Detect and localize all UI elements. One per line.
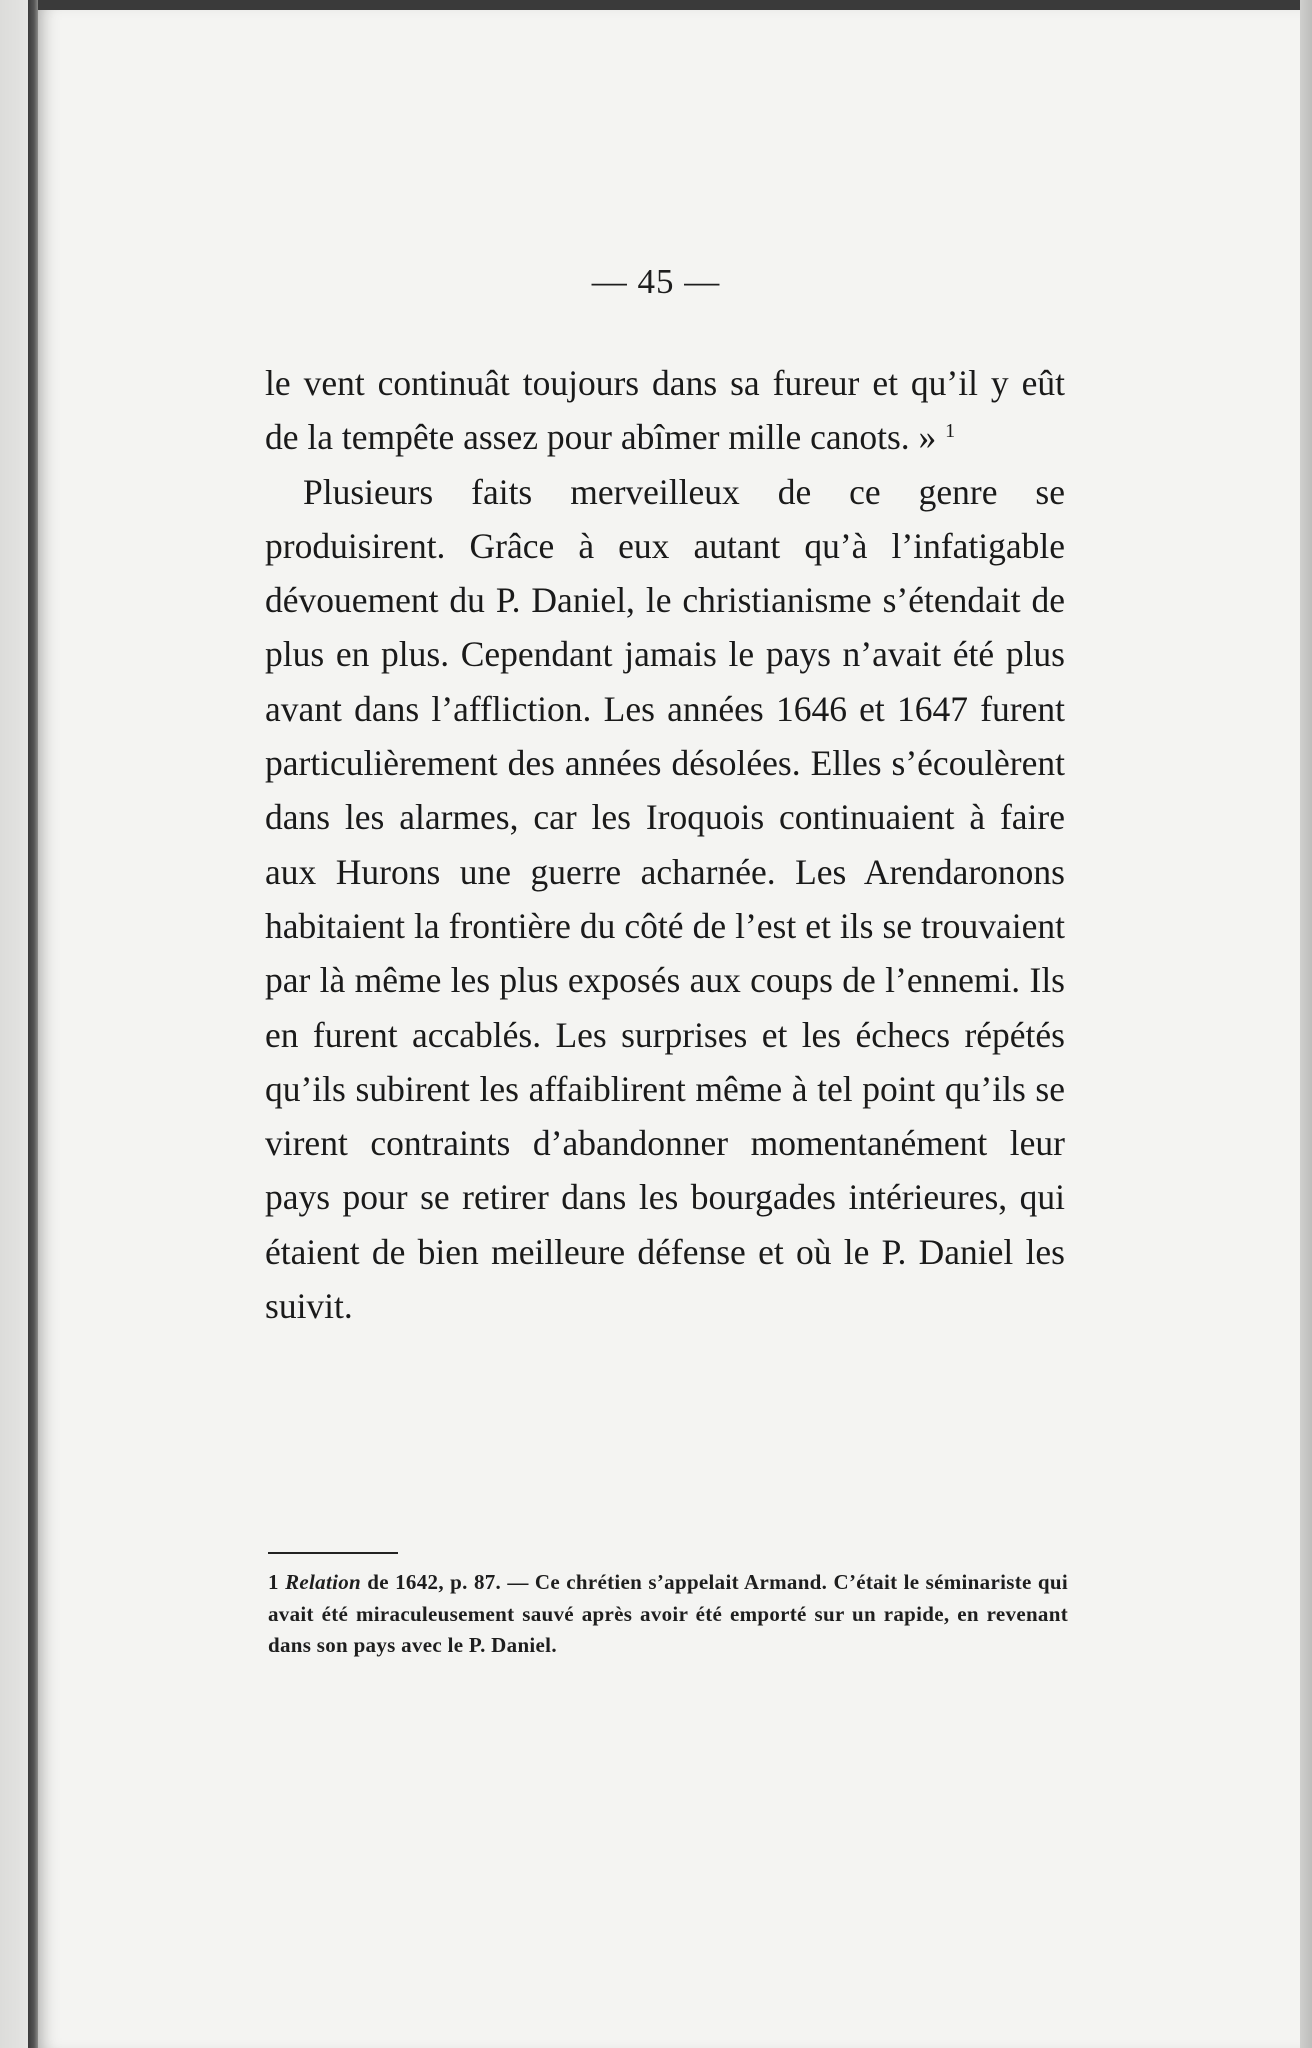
footnote-reference: 1 [945,420,956,443]
footnote-body: de 1642, p. 87. — Ce chrétien s’appelait Armand. C’était le séminariste qui avait été miraculeusement sauvé après avoir été emporté sur un rapide, en revenant dans son pays avec le P. Daniel. [268,1570,1068,1657]
previous-page-edge [0,0,28,2048]
paragraph-2: Plusieurs faits merveilleux de ce genre se produisirent. Grâce à eux autant qu’à l’infatigable dévouement du P. Daniel, le christianisme s’étendait de plus en plus. Cependant jamais le pays n’avait été plus avant dans l’affliction. Les années 1646 et 1647 furent particulièrement des années désolées. Elles s’écoulèrent dans les alarmes, car les Iroquois continuaient à faire aux Hurons une guerre acharnée. Les Arendaronons habitaient la frontière du côté de l’est et ils se trouvaient par là même les plus exposés aux coups de l’ennemi. Ils en furent accablés. Les surprises et les échecs répétés qu’ils subirent les affaiblirent même à tel point qu’ils se virent contraints d’abandonner momentanément leur pays pour se retirer dans les bourgades intérieures, qui étaient de bien meilleure défense et où le P. Daniel les suivit. [265,471,1065,1327]
paragraph-1-text: le vent continuât toujours dans sa fureur et qu’il y eût de la tempête assez pour abîmer mille canots. » [265,363,1065,458]
footnote-number: 1 [268,1570,279,1594]
paragraph-1 [265,356,1065,465]
footnote-title: Relation [285,1570,361,1594]
binding-shadow [28,0,38,2048]
top-border [0,0,1312,10]
right-page-edge [1300,0,1312,2048]
footnote [268,1567,1068,1662]
footnote-divider [268,1552,398,1554]
body-text [265,356,1065,1333]
footnote-text [268,1567,1068,1662]
page-number: — 45 — [591,262,721,301]
